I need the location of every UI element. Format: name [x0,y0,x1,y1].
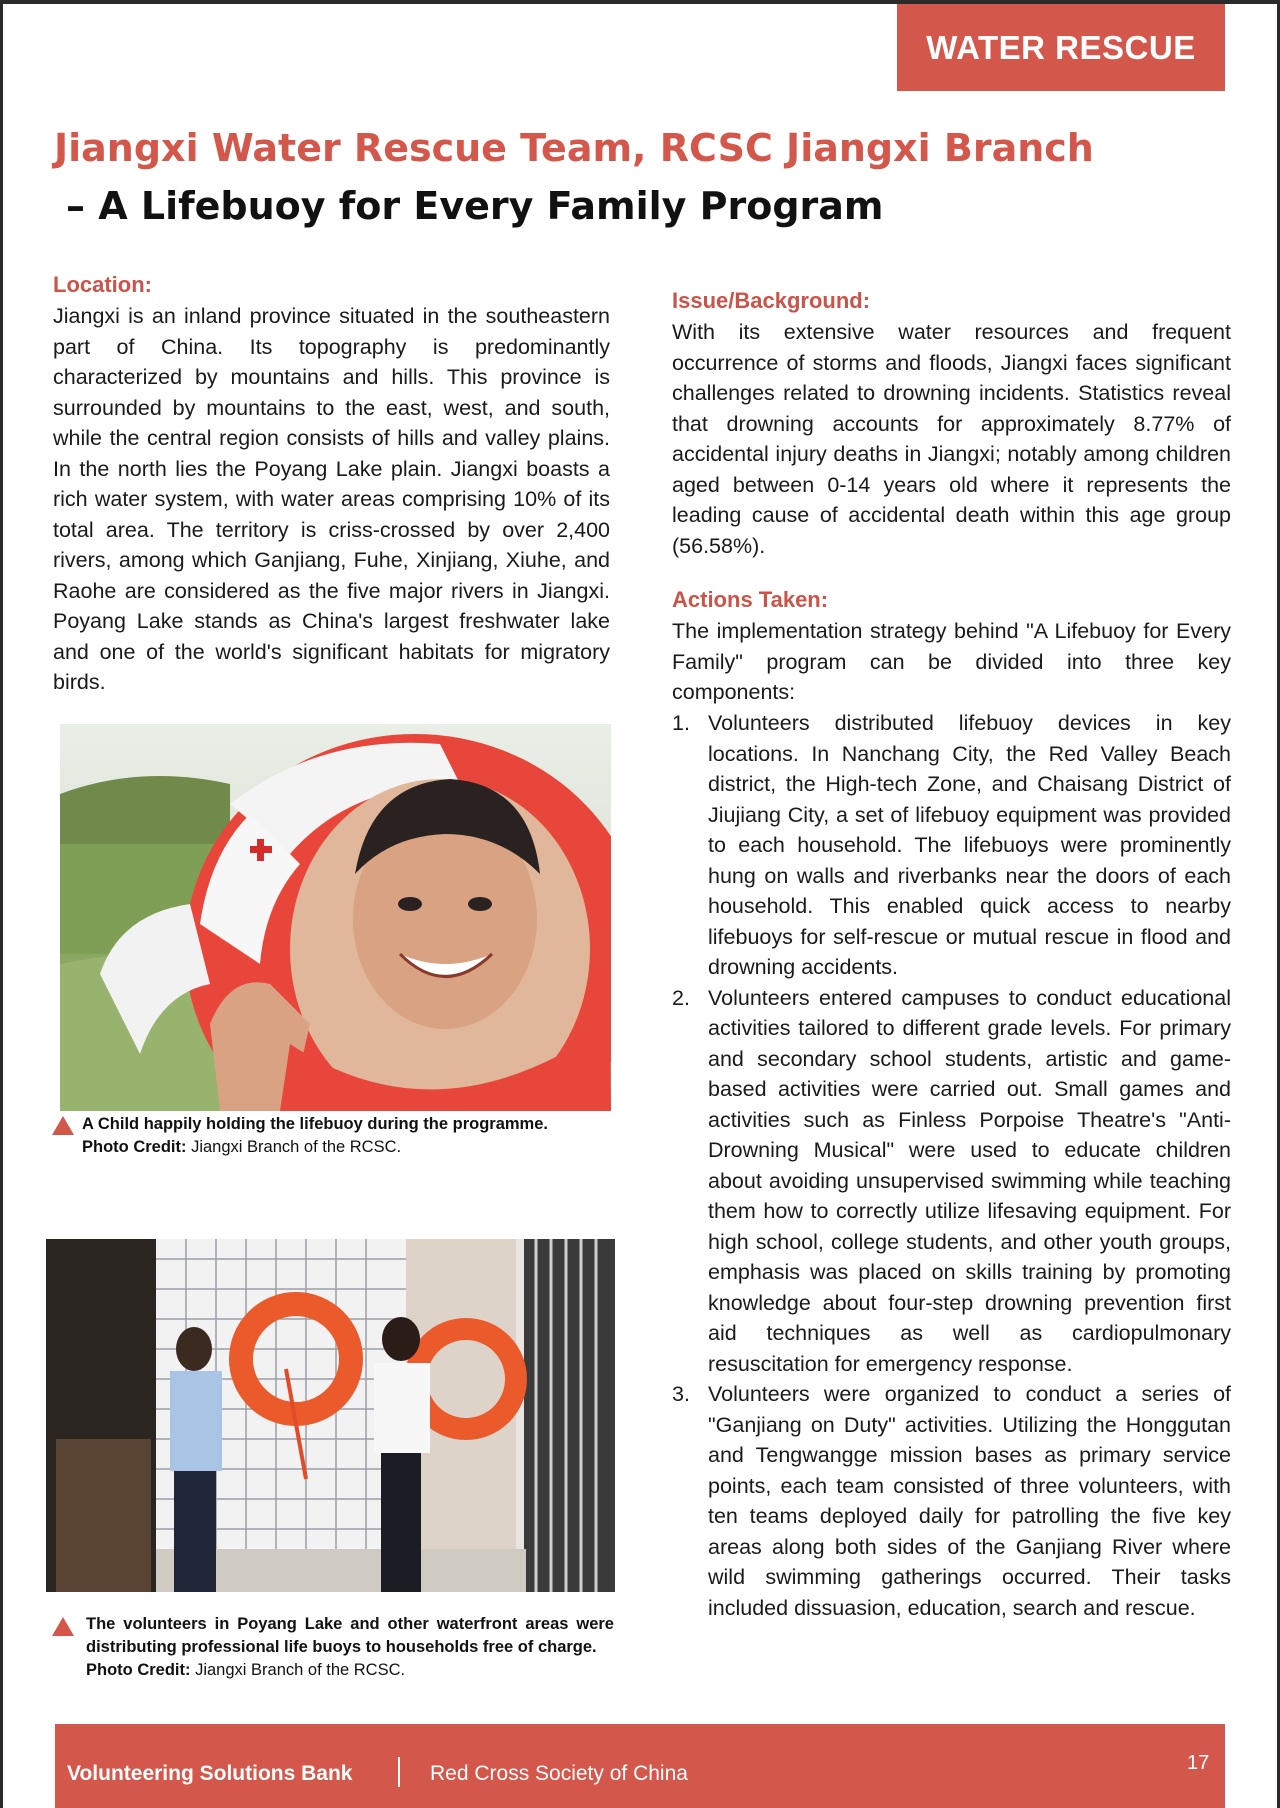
child-lifebuoy-illustration [60,724,611,1111]
location-text: Jiangxi is an inland province situated in the southeastern part of China. Its topography is predominantly characterized by mountains and hills. This province is surrounded by mountains to the east, west, and south, while the central region consists of hills and valley plains. In the north lies the Poyang Lake plain. Jiangxi boasts a rich water system, with water areas comprising 10% of its total area. The territory is criss-crossed by over 2,400 rivers, among which Ganjiang, Fuhe, Xinjiang, Xiuhe, and Raohe are considered as the five major rivers in Jiangxi. Poyang Lake stands as China's largest freshwater lake and one of the world's significant habitats for migratory birds. [53,304,610,694]
volunteers-hanging-lifebuoys-photo [46,1239,615,1592]
child-lifebuoy-photo [60,724,611,1111]
photo2-credit: Jiangxi Branch of the RCSC. [195,1661,406,1679]
actions-heading: Actions Taken: [672,587,829,612]
volunteers-illustration [46,1239,615,1592]
list-item [672,983,1231,1380]
page-number: 17 [1187,1752,1210,1774]
list-item-text: Volunteers entered campuses to conduct educational activities tailored to different grade levels. For primary and secondary school students, artistic and game-based activities were carried out. Small games and activities such as Finless Porpoise Theatre's "Anti-Drowning Musical" were used to educate children about avoiding unsupervised swimming while teaching them how to correctly utilize lifesaving equipment. For high school, college students, and other youth groups, emphasis was placed on skills training by promoting knowledge about four-step drowning prevention first aid techniques as well as cardiopulmonary resuscitation for emergency response. [708,985,1231,1376]
photo2-caption-text: The volunteers in Poyang Lake and other waterfront areas were distributing professional life buoys to households free of charge. [86,1615,614,1656]
photo2-caption [86,1613,614,1682]
location-heading: Location: [53,272,152,297]
actions-intro: The implementation strategy behind "A Lifebuoy for Every Family" program can be divided into three key components: [672,619,1231,704]
photo1-credit-label: Photo Credit: [82,1138,187,1156]
photo1-caption [82,1113,610,1159]
footer-publication-title: Volunteering Solutions Bank [67,1762,353,1785]
caption-marker-icon [52,1617,74,1636]
photo2-credit-label: Photo Credit: [86,1661,191,1679]
actions-list [672,708,1231,1623]
list-item [672,708,1231,983]
caption-marker-icon [52,1116,74,1135]
category-tag: WATER RESCUE [897,4,1225,91]
list-item-number: 2. [672,985,690,1010]
photo1-caption-text: A Child happily holding the lifebuoy during the programme. [82,1115,548,1133]
list-item-text: Volunteers were organized to conduct a series of "Ganjiang on Duty" activities. Utilizing the Honggutan and Tengwangge mission bases as primary service points, each team consisted of three volunteers, with ten teams deployed daily for patrolling the five key areas along both sides of the Ganjiang River where wild swimming gatherings occurred. Their tasks included dissuasion, education, search and rescue. [708,1382,1231,1620]
background-heading: Issue/Background: [672,288,871,313]
footer-divider [398,1757,400,1787]
list-item-number: 3. [672,1382,690,1406]
footer-organization: Red Cross Society of China [430,1762,688,1785]
list-item [672,1379,1231,1623]
list-item-number: 1. [672,711,690,735]
list-item-text: Volunteers distributed lifebuoy devices in key locations. In Nanchang City, the Red Valley Beach district, the High-tech Zone, and Chaisang District of Jiujiang City, a set of lifebuoy equipment was provided to each household. The lifebuoys were prominently hung on walls and riverbanks near the doors of each household. This enabled quick access to nearby lifebuoys for self-rescue or mutual rescue in flood and drowning accidents. [708,711,1231,979]
page-title: Jiangxi Water Rescue Team, RCSC Jiangxi Branch [54,126,1094,170]
photo1-credit: Jiangxi Branch of the RCSC. [191,1138,402,1156]
page-subtitle: – A Lifebuoy for Every Family Program [66,184,884,228]
footer [55,1724,1225,1808]
background-text: With its extensive water resources and frequent occurrence of storms and floods, Jiangxi faces significant challenges related to drowning incidents. Statistics reveal that drowning accounts for approximately 8.77% of accidental injury deaths in Jiangxi; notably among children aged between 0-14 years old where it represents the leading cause of accidental death within this age group (56.58%). [672,320,1231,558]
